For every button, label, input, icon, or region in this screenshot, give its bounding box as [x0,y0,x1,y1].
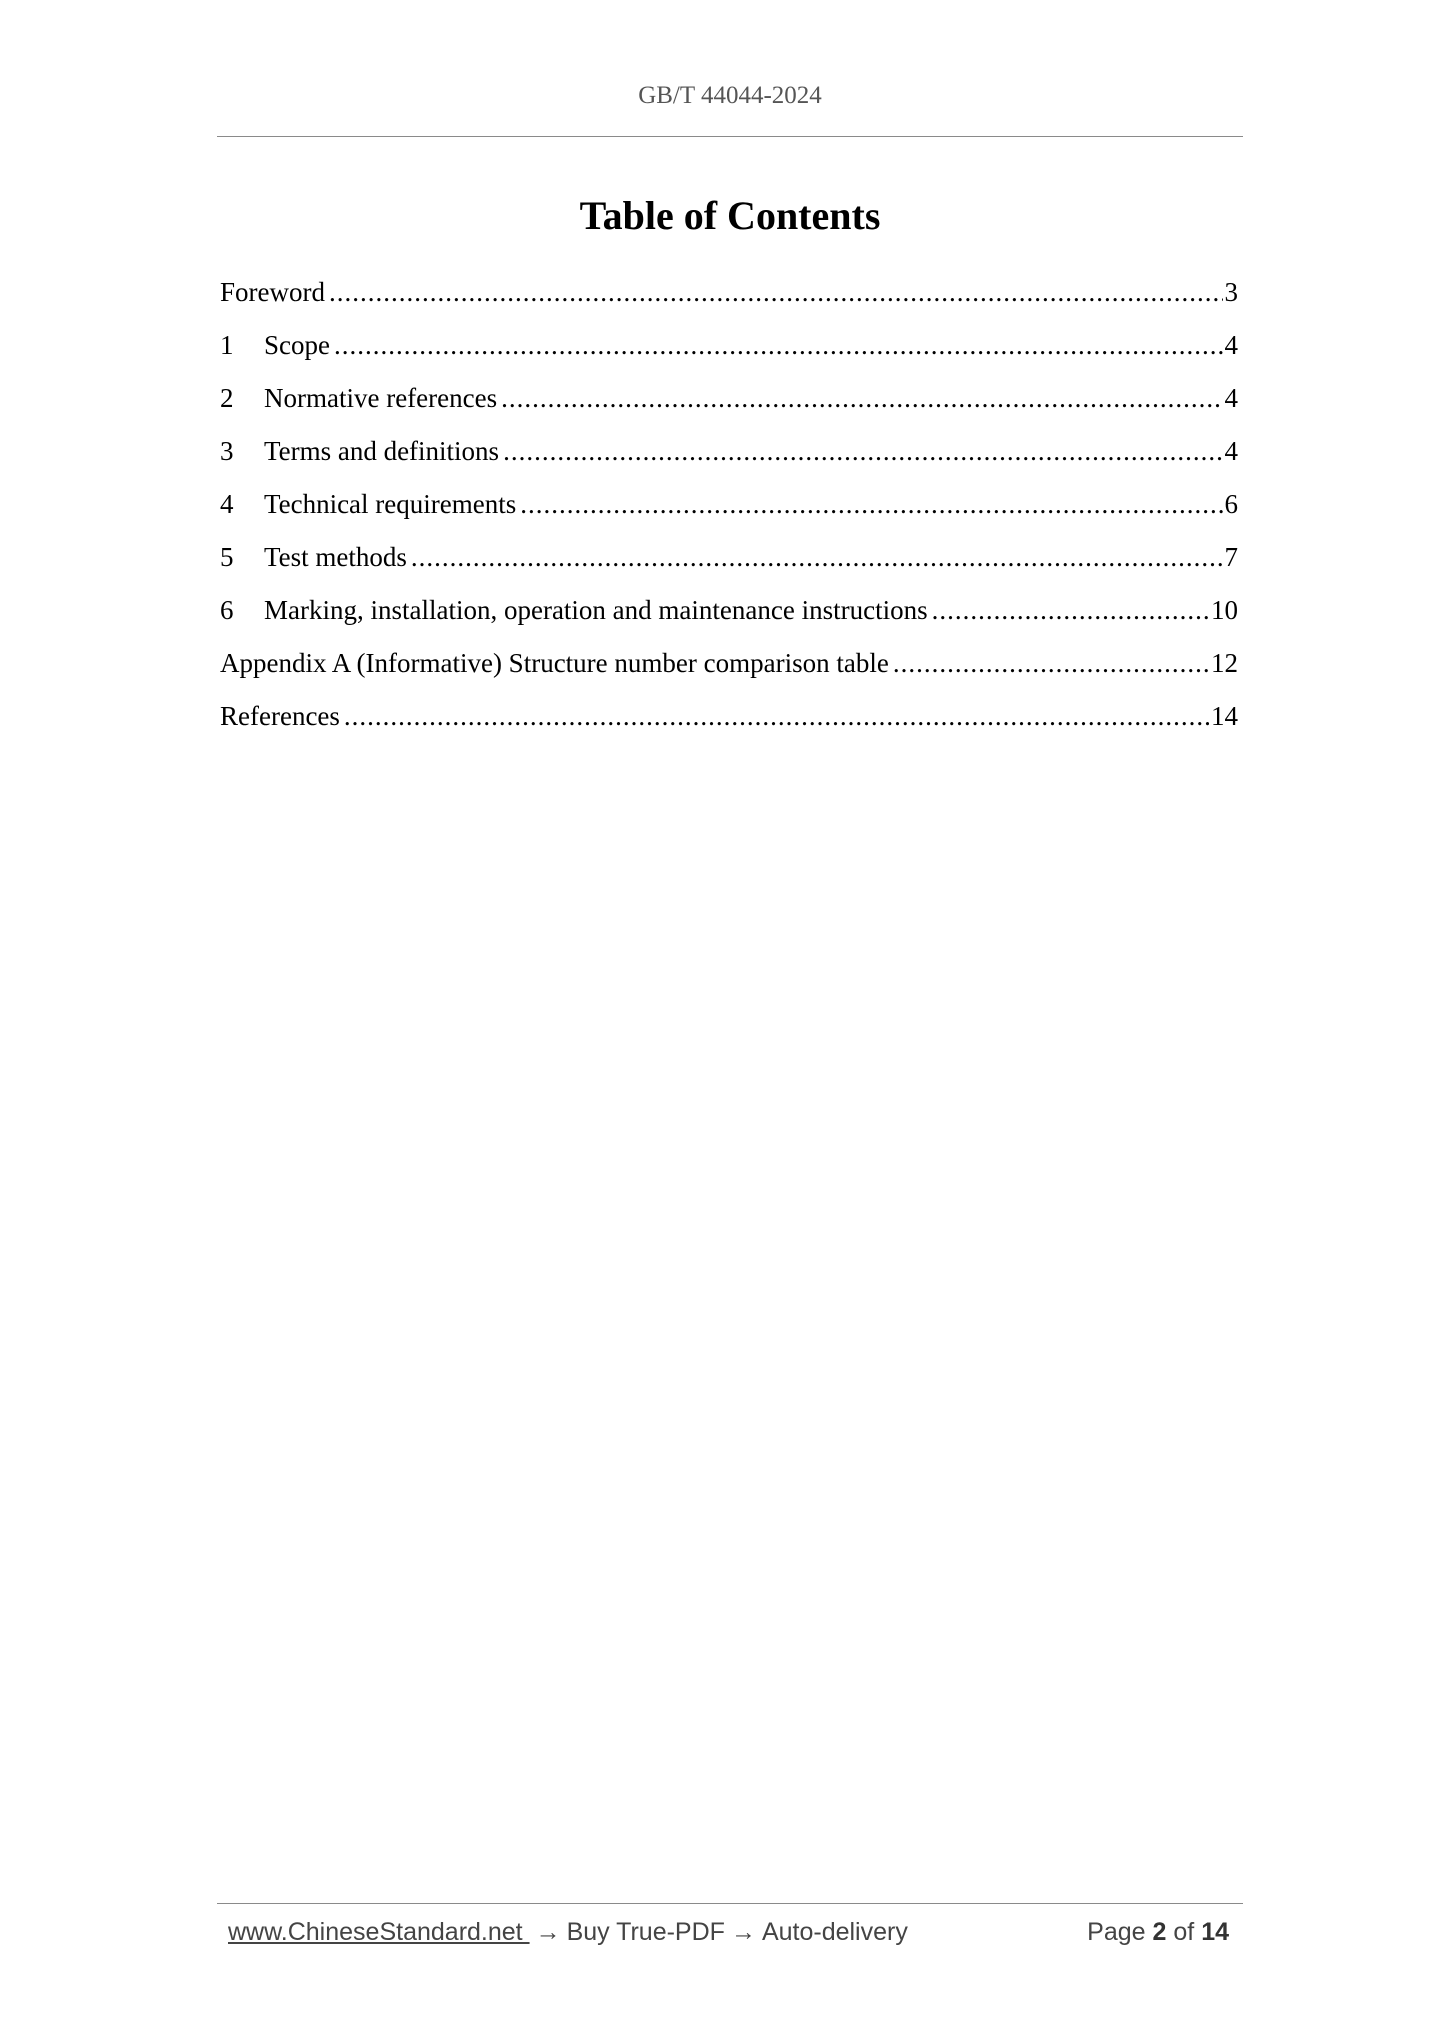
toc-list [220,272,1238,749]
toc-entry-number: 1 [220,330,234,360]
toc-entry-normative-references[interactable] [220,378,1238,431]
toc-entry-terms-and-definitions[interactable] [220,431,1238,484]
toc-entry-page: 4 [1224,436,1238,466]
toc-entry-text: Foreword [220,277,325,307]
total-page-count: 14 [1201,1918,1229,1946]
toc-entry-page: 7 [1224,542,1238,572]
toc-entry-page: 4 [1224,383,1238,413]
toc-entry-text: Marking, installation, operation and maintenance instructions [264,595,928,625]
footer-promo [228,1918,908,1947]
arrow-right-icon: → [730,1918,756,1946]
page-indicator [1087,1918,1229,1947]
auto-delivery-text: Auto-delivery [761,1918,908,1946]
toc-dot-leader [503,431,1222,471]
toc-entry-technical-requirements[interactable] [220,484,1238,537]
website-link[interactable]: www.ChineseStandard.net [228,1918,530,1946]
toc-dot-leader [520,484,1222,524]
toc-entry-page: 3 [1224,277,1238,307]
toc-entry-number: 5 [220,542,234,572]
toc-entry-number: 2 [220,383,234,413]
toc-entry-number: 4 [220,489,234,519]
toc-entry-text: Normative references [264,383,498,413]
toc-title: Table of Contents [579,193,881,238]
toc-entry-page: 10 [1211,595,1238,625]
toc-entry-marking-instructions[interactable] [220,590,1238,643]
toc-entry-number: 3 [220,436,234,466]
toc-entry-page: 14 [1211,701,1238,731]
current-page-number: 2 [1152,1918,1167,1946]
toc-dot-leader [329,272,1223,312]
header-divider [217,136,1243,137]
footer-divider [217,1903,1243,1904]
buy-true-pdf-text: Buy True-PDF [566,1918,725,1946]
toc-entry-number: 6 [220,595,234,625]
toc-dot-leader [893,643,1209,683]
page-header: GB/T 44044-2024 [638,82,822,109]
toc-dot-leader [411,537,1223,577]
toc-entry-scope[interactable] [220,325,1238,378]
toc-entry-text: Scope [264,330,330,360]
page-of-label: of [1173,1918,1195,1946]
toc-entry-page: 4 [1224,330,1238,360]
arrow-right-icon: → [535,1918,561,1946]
toc-entry-page: 12 [1211,648,1238,678]
toc-dot-leader [344,696,1209,736]
toc-dot-leader [501,378,1222,418]
page-label: Page [1087,1918,1146,1946]
toc-entry-text: References [220,701,340,731]
toc-entry-text: Test methods [264,542,407,572]
toc-dot-leader [334,325,1223,365]
page-footer [228,1918,1233,1958]
toc-entry-test-methods[interactable] [220,537,1238,590]
toc-entry-text: Terms and definitions [264,436,500,466]
toc-entry-text: Appendix A (Informative) Structure number comparison table [220,648,889,678]
toc-entry-text: Technical requirements [264,489,517,519]
toc-entry-foreword[interactable] [220,272,1238,325]
toc-entry-references[interactable] [220,696,1238,749]
toc-entry-appendix-a[interactable] [220,643,1238,696]
toc-dot-leader [932,590,1209,630]
toc-entry-page: 6 [1224,489,1238,519]
